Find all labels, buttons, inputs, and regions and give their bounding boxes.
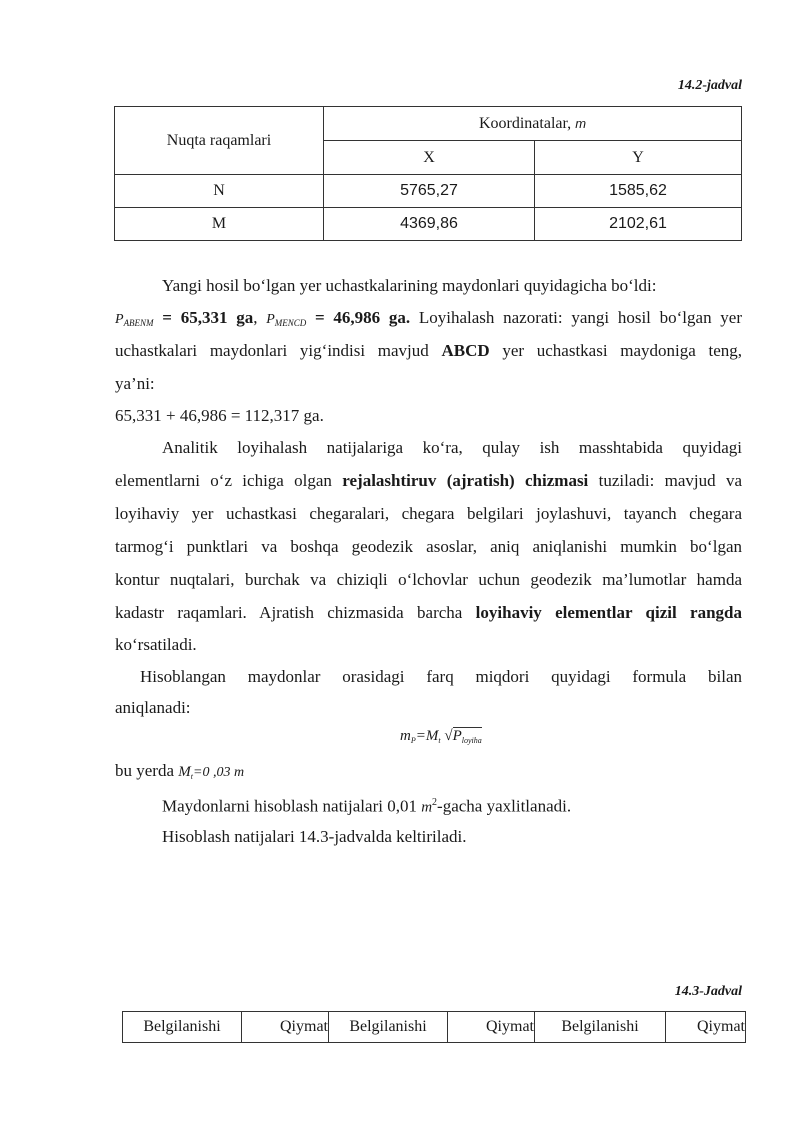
paragraph-line: Hisoblangan maydonlar orasidagi farq miqdori quyidagi formula bilan [140,667,742,686]
header-y: Y [535,141,742,175]
header-x: X [324,141,535,175]
equation-line: 65,331 + 46,986 = 112,317 ga. [115,406,324,425]
paragraph-line: elementlarni o‘z ichiga olgan rejalashtiruv (ajratish) chizmasi tuziladi: mavjud va [115,471,743,490]
paragraph-line: bu yerda $M_t=0$ ,03 m [115,761,245,781]
header-value: Qiymat [666,1012,746,1043]
cell-y: 1585,62 [535,175,742,208]
paragraph-line: tarmog‘i punktlari va boshqa geodezik asoslar, aniq aniqlanishi mumkin bo‘lgan [115,537,742,556]
table-row [115,175,742,208]
paragraph-line: uchastkalari maydonlari yig‘indisi mavjud ABCD yer uchastkasi maydoniga teng, [115,341,742,360]
table-caption-14-3: 14.3-Jadval [674,984,742,999]
cell-point: N [115,175,324,208]
paragraph-line: kontur nuqtalari, burchak va chiziqli o‘lchovlar uchun geodezik ma’lumotlar hamda [115,570,742,589]
header-point-numbers: Nuqta raqamlari [115,107,324,175]
coordinates-table [114,106,742,241]
header-value: Qiymat [448,1012,535,1043]
cell-x: 4369,86 [324,208,535,241]
cell-y: 2102,61 [535,208,742,241]
paragraph-line: loyihaviy yer uchastkasi chegaralari, chegara belgilari joylashuvi, tayanch chegara [115,504,742,523]
paragraph-line: Maydonlarni hisoblash natijalari 0,01 $m^2$-gacha yaxlitlanadi. [162,796,572,816]
header-designation: Belgilanishi [329,1012,448,1043]
header-designation: Belgilanishi [535,1012,666,1043]
table-caption-14-2: 14.2-jadval [677,78,742,93]
paragraph-line: ko‘rsatiladi. [115,635,197,654]
cell-point: M [115,208,324,241]
header-value: Qiymat [242,1012,329,1043]
paragraph-line: aniqlanadi: [115,698,191,717]
paragraph-line: Yangi hosil bo‘lgan yer uchastkalarining maydonlari quyidagicha bo‘ldi: [162,276,657,295]
header-designation: Belgilanishi [123,1012,242,1043]
paragraph-line: $P_{ABENM} = 65,331$ ga, $P_{MENCD} = 46,986$ ga. Loyihalash nazorati: yangi hosil bo‘lgan yer [115,308,743,328]
paragraph-line: ya’ni: [115,374,155,393]
formula: $m_P=M_t$ $√P_{loyiha}$ [400,728,482,745]
paragraph-line: Hisoblash natijalari 14.3-jadvalda keltiriladi. [162,827,467,846]
paragraph-line: Analitik loyihalash natijalariga ko‘ra, qulay ish masshtabida quyidagi [162,438,742,457]
results-table [122,1011,746,1043]
table-row [115,208,742,241]
header-coordinates: Koordinatalar, m [324,107,742,141]
cell-x: 5765,27 [324,175,535,208]
paragraph-line: kadastr raqamlari. Ajratish chizmasida barcha loyihaviy elementlar qizil rangda [115,603,742,622]
